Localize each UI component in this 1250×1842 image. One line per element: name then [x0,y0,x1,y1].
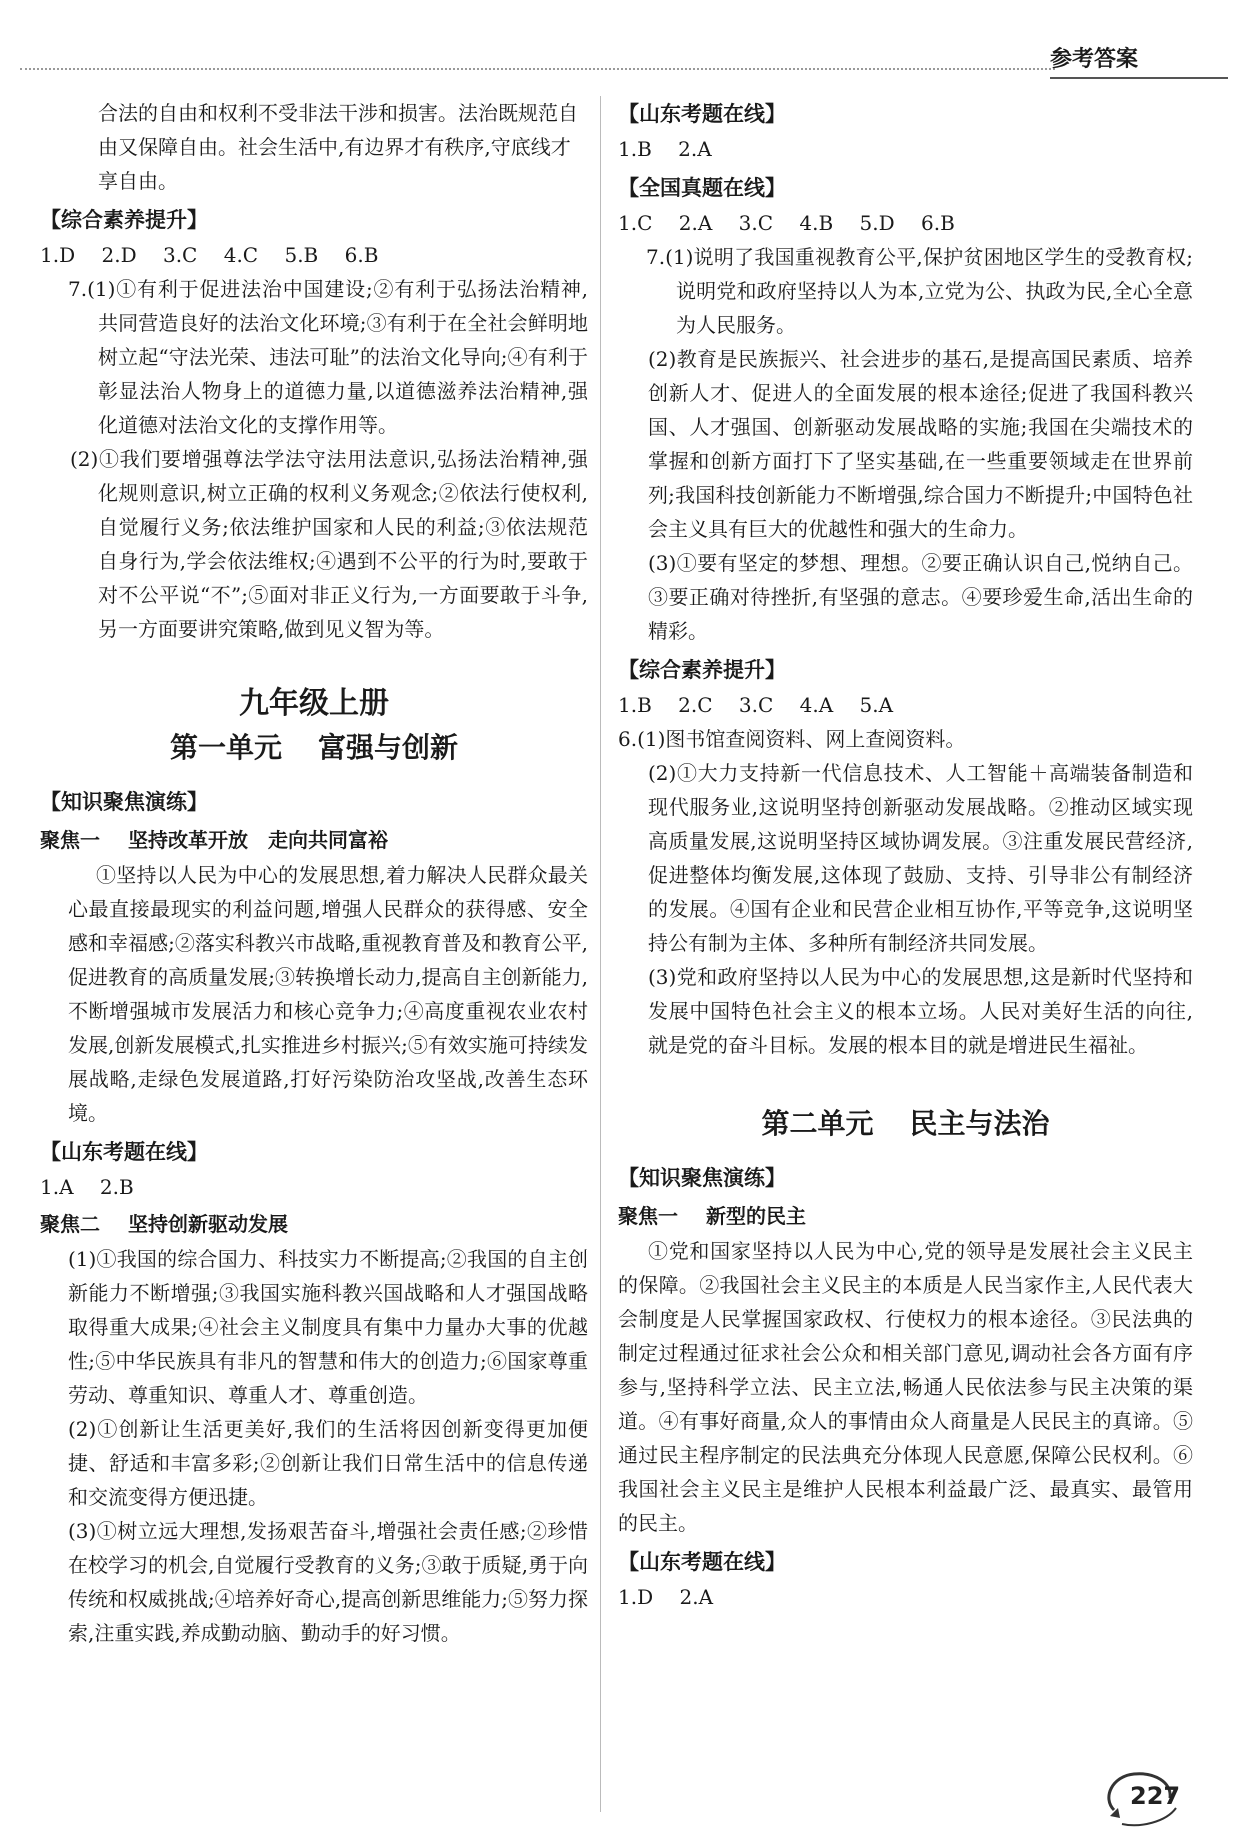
header-title: 参考答案 [1050,42,1138,73]
answer-row [618,688,1193,722]
answer: 4.B [799,211,834,235]
answer-paragraph: (2)①大力支持新一代信息技术、人工智能＋高端装备制造和现代服务业,这说明坚持创新驱动发展战略。②推动区域实现高质量发展,这说明坚持区域协调发展。③注重发展民营经济,促进整体均衡发展,这体现了鼓励、支持、引导非公有制经济的发展。④国有企业和民营企业相互协作,平等竞争,这说明坚持公有制为主体、多种所有制经济共同发展。 [648,761,1193,955]
unit-name: 第二单元 [761,1107,874,1140]
section-heading: 【山东考题在线】 [618,1550,786,1574]
intro-line: 由又保障自由。社会生活中,有边界才有秩序,守底线才 [98,135,571,159]
answer-paragraph: (2)①创新让生活更美好,我们的生活将因创新变得更加便捷、舒适和丰富多彩;②创新让我们日常生活中的信息传递和交流变得方便迅捷。 [68,1417,588,1509]
answer: 2.A [678,137,712,161]
column-divider [600,96,601,1812]
answer: 1.B [618,693,652,717]
unit-theme: 民主与法治 [909,1107,1050,1140]
answer: 3.C [738,211,774,235]
answer: 2.C [678,693,713,717]
focus-heading [40,1206,588,1242]
answer-row [618,206,1193,240]
section-heading: 【综合素养提升】 [618,658,786,682]
answer: 1.D [40,243,76,267]
page-number-text: 227 [1130,1782,1181,1810]
section-heading: 【山东考题在线】 [40,1140,208,1164]
intro-line: 享自由。 [98,169,178,193]
answer-row [40,238,588,272]
answer: 3.C [738,693,774,717]
answer: 4.A [799,693,834,717]
unit-name: 第一单元 [169,731,282,764]
focus-heading [618,1198,1193,1234]
answer: 2.B [99,1175,134,1199]
unit-title [40,726,588,770]
unit-title [618,1102,1193,1146]
answer: 2.A [679,1585,714,1609]
section-heading: 【知识聚焦演练】 [40,790,208,814]
answer: 1.D [618,1585,654,1609]
answer-row [40,1170,588,1204]
unit-theme: 富强与创新 [318,731,459,764]
answer-paragraph: (2)教育是民族振兴、社会进步的基石,是提高国民素质、培养创新人才、促进人的全面发展的根本途径;促进了我国科教兴国、人才强国、创新驱动发展战略的实施;我国在尖端技术的掌握和创新方面打下了坚实基础,在一些重要领域走在世界前列;我国科技创新能力不断增强,综合国力不断提升;中国特色社会主义具有巨大的优越性和强大的生命力。 [648,347,1193,541]
answer: 1.B [618,137,652,161]
answer-row [618,132,1193,166]
answer-paragraph: (2)①我们要增强尊法学法守法用法意识,弘扬法治精神,强化规则意识,树立正确的权利义务观念;②依法行使权利,自觉履行义务;依法维护国家和人民的利益;③依法规范自身行为,学会依法维权;④遇到不公平的行为时,要敢于对不公平说“不”;⑤面对非正义行为,一方面要敢于斗争,另一方面要讲究策略,做到见义智为等。 [70,447,588,641]
answer: 6.B [921,211,955,235]
focus-title: 坚持改革开放 走向共同富裕 [128,828,388,852]
focus-heading [40,822,588,858]
answer-paragraph: 7.(1)说明了我国重视教育公平,保护贫困地区学生的受教育权;说明党和政府坚持以人为本,立党为公、执政为民,全心全意为人民服务。 [646,245,1193,337]
right-column [618,96,1193,1614]
focus-label: 聚焦二 [40,1212,100,1236]
answer-paragraph: (1)①我国的综合国力、科技实力不断提高;②我国的自主创新能力不断增强;③我国实施科教兴国战略和人才强国战略取得重大成果;④社会主义制度具有集中力量办大事的优越性;⑤中华民族具有非凡的智慧和伟大的创造力;⑥国家尊重劳动、尊重知识、尊重人才、尊重创造。 [68,1247,588,1407]
section-heading: 【综合素养提升】 [40,208,208,232]
answer-paragraph: ①党和国家坚持以人民为中心,党的领导是发展社会主义民主的保障。②我国社会主义民主的本质是人民当家作主,人民代表大会制度是人民掌握国家政权、行使权力的根本途径。③民法典的制定过程通过征求社会公众和相关部门意见,调动社会各方面有序参与,坚持科学立法、民主立法,畅通人民依法参与民主决策的渠道。④有事好商量,众人的事情由众人商量是人民民主的真谛。⑤通过民主程序制定的民法典充分体现人民意愿,保障公民权利。⑥我国社会主义民主是维护人民根本利益最广泛、最真实、最管用的民主。 [618,1239,1193,1535]
focus-label: 聚焦一 [618,1204,678,1228]
answer: 1.A [40,1175,74,1199]
answer: 1.C [618,211,653,235]
answer-paragraph: ①坚持以人民为中心的发展思想,着力解决人民群众最关心最直接最现实的利益问题,增强人民群众的获得感、安全感和幸福感;②落实科教兴市战略,重视教育普及和教育公平,促进教育的高质量发展;③转换增长动力,提高自主创新能力,不断增强城市发展活力和核心竞争力;④高度重视农业农村发展,创新发展模式,扎实推进乡村振兴;⑤有效实施可持续发展战略,走绿色发展道路,打好污染防治攻坚战,改善生态环境。 [68,863,588,1125]
answer: 4.C [223,243,259,267]
section-heading: 【全国真题在线】 [618,176,786,200]
answer: 5.D [859,211,895,235]
book-title: 九年级上册 [239,686,389,721]
answer-paragraph: (3)①要有坚定的梦想、理想。②要正确认识自己,悦纳自己。③要正确对待挫折,有坚强的意志。④要珍爱生命,活出生命的精彩。 [648,551,1193,643]
section-heading: 【山东考题在线】 [618,102,786,126]
focus-title: 新型的民主 [706,1204,806,1228]
header-rule [20,68,1055,70]
focus-label: 聚焦一 [40,828,100,852]
answer: 5.A [859,693,894,717]
page-number [1100,1768,1182,1830]
answer: 6.B [344,243,379,267]
answer: 2.A [678,211,713,235]
answer: 3.C [162,243,198,267]
left-column [40,96,588,1650]
answer-paragraph: 7.(1)①有利于促进法治中国建设;②有利于弘扬法治精神,共同营造良好的法治文化环境;③有利于在全社会鲜明地树立起“守法光荣、违法可耻”的法治文化导向;④有利于彰显法治人物身上的道德力量,以道德滋养法治精神,强化道德对法治文化的支撑作用等。 [68,277,588,437]
answer: 2.D [101,243,137,267]
answer-paragraph: (3)党和政府坚持以人民为中心的发展思想,这是新时代坚持和发展中国特色社会主义的根本立场。人民对美好生活的向往,就是党的奋斗目标。发展的根本目的就是增进民生福祉。 [648,965,1193,1057]
answer-row [618,1580,1193,1614]
answer-paragraph: (3)①树立远大理想,发扬艰苦奋斗,增强社会责任感;②珍惜在校学习的机会,自觉履行受教育的义务;③敢于质疑,勇于向传统和权威挑战;④培养好奇心,提高创新思维能力;⑤努力探索,注重实践,养成勤动脑、勤动手的好习惯。 [68,1519,588,1645]
section-heading: 【知识聚焦演练】 [618,1166,786,1190]
answer-paragraph: 6.(1)图书馆查阅资料、网上查阅资料。 [618,727,966,751]
intro-line: 合法的自由和权利不受非法干涉和损害。法治既规范自 [98,101,578,125]
answer: 5.B [284,243,319,267]
focus-title: 坚持创新驱动发展 [128,1212,288,1236]
